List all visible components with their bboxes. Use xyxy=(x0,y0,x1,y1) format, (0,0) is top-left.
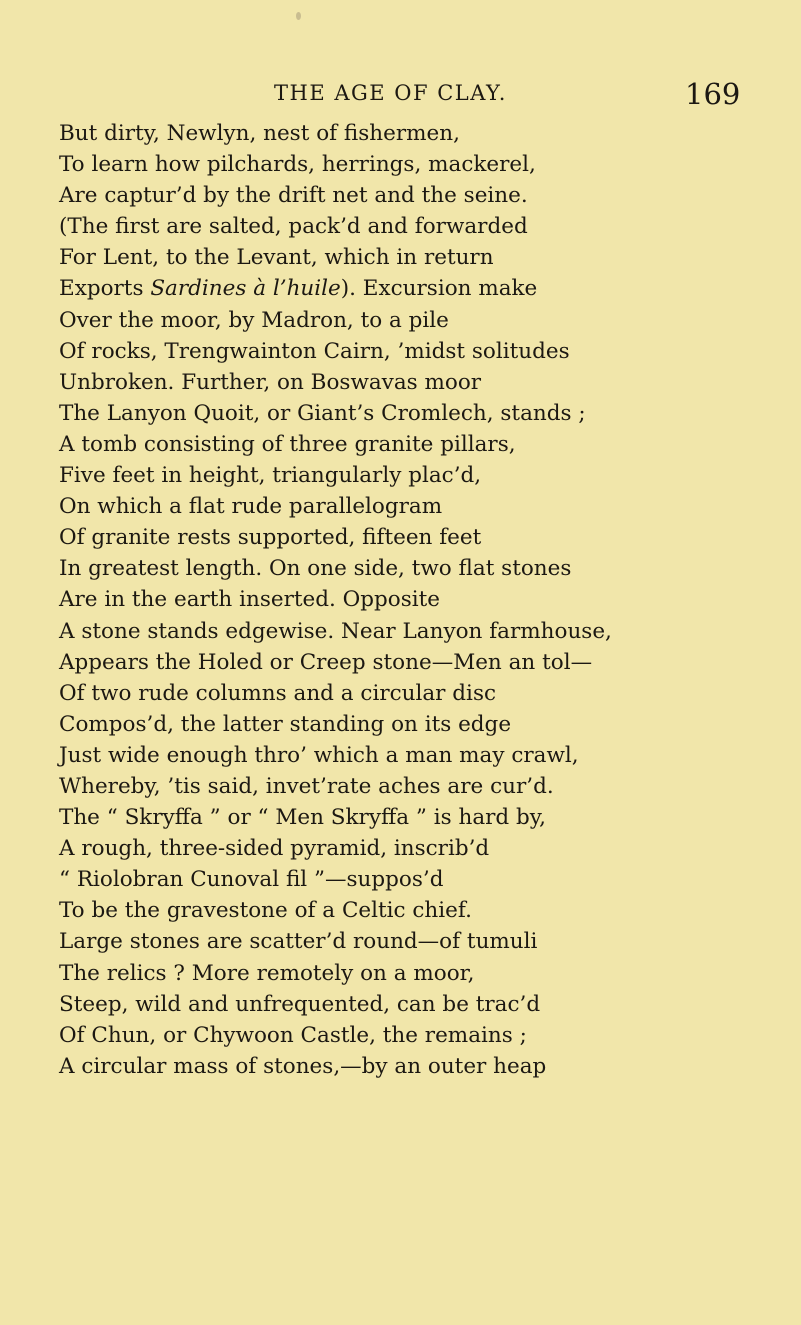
text-line: A rough, three-sided pyramid, inscrib’d xyxy=(59,836,490,862)
text-line: Are in the earth inserted. Opposite xyxy=(59,587,441,613)
page-number: 169 xyxy=(685,77,741,111)
text-line: Whereby, ’tis said, invet’rate aches are cur’d. xyxy=(59,773,554,799)
text-line: The Lanyon Quoit, or Giant’s Cromlech, stands ; xyxy=(59,400,586,426)
text-line: Five feet in height, triangularly plac’d, xyxy=(59,463,482,489)
text-line: “ Riolobran Cunoval fil ”—suppos’d xyxy=(59,867,444,893)
text-line: (The first are salted, pack’d and forwarded xyxy=(59,214,528,240)
text-line: Of rocks, Trengwainton Cairn, ’midst solitudes xyxy=(59,338,570,364)
text-segment: ). Excursion make xyxy=(340,276,538,302)
page-header xyxy=(0,77,801,117)
text-line xyxy=(59,273,794,304)
text-line: A circular mass of stones,—by an outer heap xyxy=(59,1053,547,1079)
text-line: A stone stands edgewise. Near Lanyon farmhouse, xyxy=(59,618,612,644)
text-line: Of granite rests supported, fifteen feet xyxy=(59,525,482,551)
text-line: The “ Skryffa ” or “ Men Skryffa ” is hard by, xyxy=(59,805,546,831)
text-line: To be the gravestone of a Celtic chief. xyxy=(59,898,472,924)
text-line: Of Chun, or Chywoon Castle, the remains ; xyxy=(59,1022,527,1048)
text-line: Just wide enough thro’ which a man may crawl, xyxy=(59,742,579,768)
text-line: But dirty, Newlyn, nest of fishermen, xyxy=(59,121,460,146)
text-line: Unbroken. Further, on Boswavas moor xyxy=(59,369,482,395)
text-line: Compos’d, the latter standing on its edge xyxy=(59,711,512,737)
text-line: Large stones are scatter’d round—of tumuli xyxy=(59,929,538,955)
text-line: Are captur’d by the drift net and the seine. xyxy=(59,183,528,209)
text-segment: Exports xyxy=(59,276,151,302)
text-line: To learn how pilchards, herrings, mackerel, xyxy=(59,152,536,178)
text-line: Over the moor, by Madron, to a pile xyxy=(59,307,449,333)
text-line: Of two rude columns and a circular disc xyxy=(59,680,497,706)
text-line: On which a flat rude parallelogram xyxy=(59,494,443,520)
poem-text xyxy=(59,118,794,1082)
text-line: In greatest length. On one side, two flat stones xyxy=(59,556,572,582)
text-line: For Lent, to the Levant, which in return xyxy=(59,245,494,271)
running-title: THE AGE OF CLAY. xyxy=(274,81,507,105)
text-line: The relics ? More remotely on a moor, xyxy=(59,960,475,986)
italic-phrase: Sardines à l’huile xyxy=(150,276,341,302)
text-line: Steep, wild and unfrequented, can be trac’d xyxy=(59,991,541,1017)
paper-blemish xyxy=(296,12,301,20)
text-line: Appears the Holed or Creep stone—Men an tol— xyxy=(59,649,593,675)
text-line: A tomb consisting of three granite pillars, xyxy=(59,431,516,457)
